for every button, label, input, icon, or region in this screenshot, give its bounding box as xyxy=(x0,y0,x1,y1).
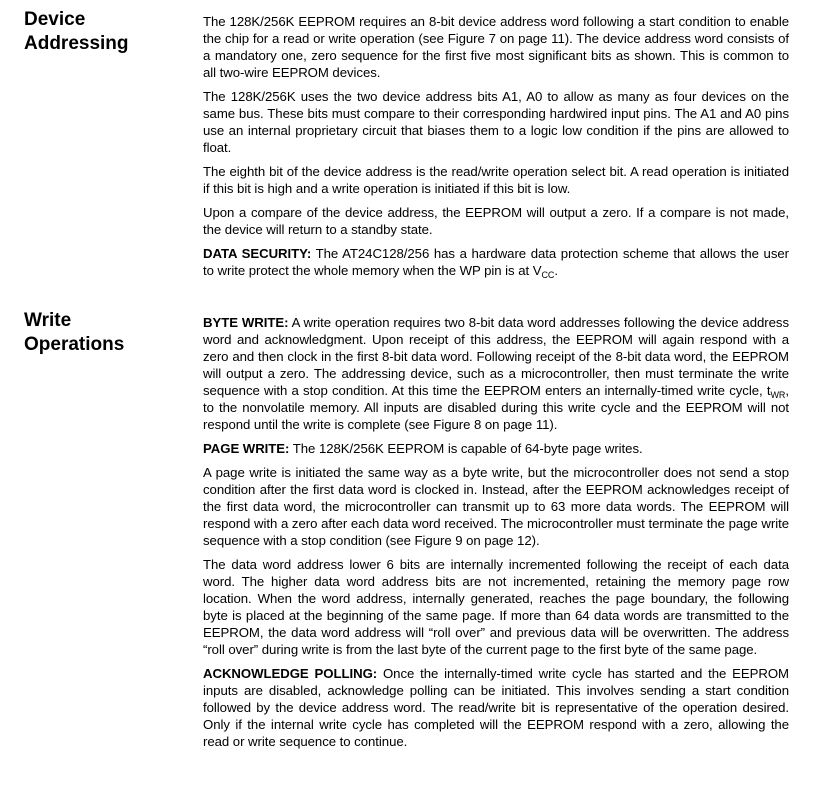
paragraph-text: The AT24C128/256 has a hardware data protection scheme that allows the user to write protect the whole memory when the WP pin is at V xyxy=(203,246,789,278)
paragraph xyxy=(203,13,789,81)
paragraph-lead: ACKNOWLEDGE POLLING: xyxy=(203,666,378,681)
paragraph-lead: BYTE WRITE: xyxy=(203,315,289,330)
section-body xyxy=(203,13,789,286)
paragraph-text-after: . xyxy=(554,263,558,278)
section-body xyxy=(203,314,789,757)
section-heading xyxy=(24,309,184,357)
paragraph xyxy=(203,88,789,156)
section-heading xyxy=(24,8,184,56)
paragraph-text: Once the internally-timed write cycle has started and the EEPROM inputs are disabled, acknowledge polling can be initiated. This involves sending a start condition followed by the device address word. The read/write bit is representative of the operation desired. Only if the internal write cycle has completed will the EEPROM respond with a zero, allowing the read or write sequence to continue. xyxy=(203,666,789,749)
paragraph-text: The 128K/256K uses the two device address bits A1, A0 to allow as many as four devices on the same bus. These bits must compare to their corresponding hardwired input pins. The A1 and A0 pins use an internal proprietary circuit that biases them to a logic low condition if the pins are allowed to float. xyxy=(203,89,789,155)
paragraph xyxy=(203,556,789,658)
paragraph-text: A page write is initiated the same way as a byte write, but the microcontroller does not send a stop condition after the first data word is clocked in. Instead, after the EEPROM acknowledges receipt of the first data word, the microcontroller can transmit up to 63 more data words. The EEPROM will respond with a zero after each data word received. The microcontroller must terminate the page write sequence with a stop condition (see Figure 9 on page 12). xyxy=(203,465,789,548)
heading-line: Device xyxy=(24,9,86,30)
paragraph-text: A write operation requires two 8-bit data word addresses following the device address word and acknowledgment. Upon receipt of this address, the EEPROM will again respond with a zero and then clock in the first 8-bit data word. Following receipt of the 8-bit data word, the EEPROM will output a zero. The addressing device, such as a microcontroller, then must terminate the write sequence with a stop condition. At this time the EEPROM enters an internally-timed write cycle, t xyxy=(203,315,789,398)
paragraph-lead: PAGE WRITE: xyxy=(203,441,290,456)
subscript: WR xyxy=(770,390,786,400)
paragraph xyxy=(203,204,789,238)
paragraph xyxy=(203,464,789,549)
paragraph-text: The 128K/256K EEPROM is capable of 64-byte page writes. xyxy=(289,441,643,456)
paragraph-text: The eighth bit of the device address is the read/write operation select bit. A read operation is initiated if this bit is high and a write operation is initiated if this bit is low. xyxy=(203,164,789,196)
heading-line: Addressing xyxy=(24,33,129,54)
subscript: CC xyxy=(541,270,555,280)
heading-line: Operations xyxy=(24,334,125,355)
data-security-paragraph xyxy=(203,245,789,279)
acknowledge-polling-paragraph xyxy=(203,665,789,750)
byte-write-paragraph xyxy=(203,314,789,433)
paragraph xyxy=(203,163,789,197)
paragraph-text: The 128K/256K EEPROM requires an 8-bit device address word following a start condition to enable the chip for a read or write operation (see Figure 7 on page 11). The device address word consists of a mandatory one, zero sequence for the first five most significant bits as shown. This is common to all two-wire EEPROM devices. xyxy=(203,14,789,80)
paragraph-lead: DATA SECURITY: xyxy=(203,246,312,261)
page-write-paragraph xyxy=(203,440,789,457)
paragraph-text: The data word address lower 6 bits are internally incremented following the receipt of each data word. The higher data word address bits are not incremented, retaining the memory page row location. When the word address, internally generated, reaches the page boundary, the following byte is placed at the beginning of the same page. If more than 64 data words are transmitted to the EEPROM, the data word address will “roll over” and previous data will be overwritten. The address “roll over” during write is from the last byte of the current page to the first byte of the same page. xyxy=(203,557,789,657)
paragraph-text: Upon a compare of the device address, the EEPROM will output a zero. If a compare is not made, the device will return to a standby state. xyxy=(203,205,789,237)
heading-line: Write xyxy=(24,310,72,331)
paragraph-text-after: , to the nonvolatile memory. All inputs are disabled during this write cycle and the EEPROM will not respond until the write is complete (see Figure 8 on page 11). xyxy=(203,383,789,432)
